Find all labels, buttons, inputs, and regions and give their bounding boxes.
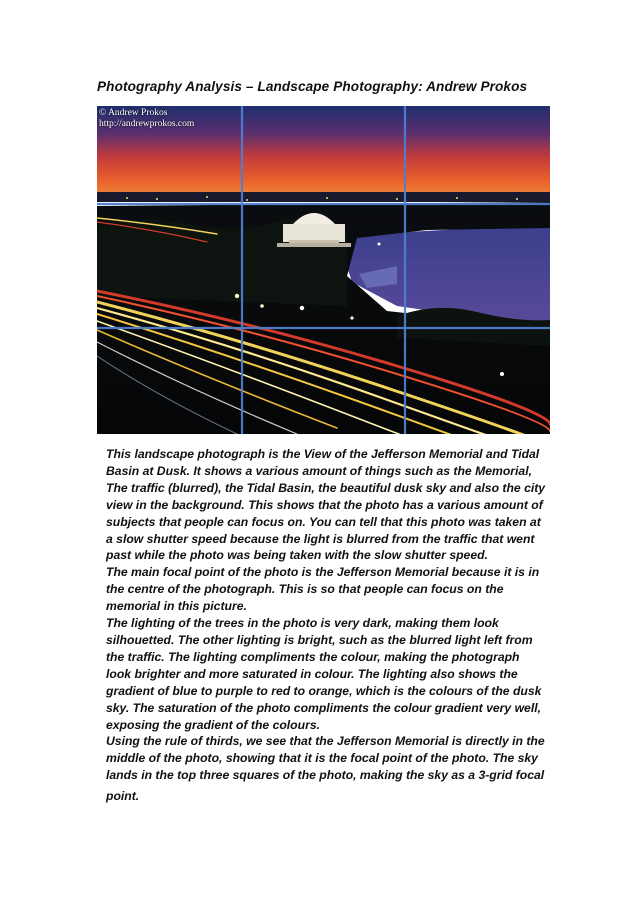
paragraph-final-word: point. — [106, 789, 140, 804]
paragraph-focal-point: The main focal point of the photo is the Jefferson Memorial because it is in the centre of the photograph. This is so that people can focus on the memorial in this picture. — [106, 565, 540, 614]
paragraph-lighting: The lighting of the trees in the photo is very dark, making them look silhouetted. The other lighting is bright, such as the blurred light left from the traffic. The lighting compliments the colour, making the photograph look brighter and more saturated in colour. The lighting also shows the gradient of blue to purple to red to orange, which is the colours of the dusk sky. The saturation of the photo compliments the colour gradient very well, exposing the gradient of the colours. — [106, 616, 542, 732]
landscape-photo — [97, 106, 550, 434]
paragraph-rule-of-thirds: Using the rule of thirds, we see that the Jefferson Memorial is directly in the middle of the photo, showing that it is the focal point of the photo. The sky lands in the top three squares of the photo, making the sky as a 3-grid focal — [106, 734, 545, 783]
photo-watermark — [99, 108, 194, 130]
paragraph-overview: This landscape photograph is the View of the Jefferson Memorial and Tidal Basin at Dusk. It shows a various amount of things such as the Memorial, The traffic (blurred), the Tidal Basin, the beautiful dusk sky and also the city view in the background. This shows that the photo has a various amount of subjects that people can focus on. You can tell that this photo was taken at a slow shutter speed because the light is blurred from the traffic that went past while the photo was being taken with the slow shutter speed. — [106, 447, 546, 563]
watermark-url: http://andrewprokos.com — [99, 119, 195, 129]
photo-illustration — [97, 106, 550, 434]
city-skyline — [97, 192, 550, 202]
analysis-text — [106, 446, 546, 805]
watermark-copyright: © Andrew Prokos — [99, 108, 168, 118]
page-title: Photography Analysis – Landscape Photography: Andrew Prokos — [97, 79, 528, 94]
